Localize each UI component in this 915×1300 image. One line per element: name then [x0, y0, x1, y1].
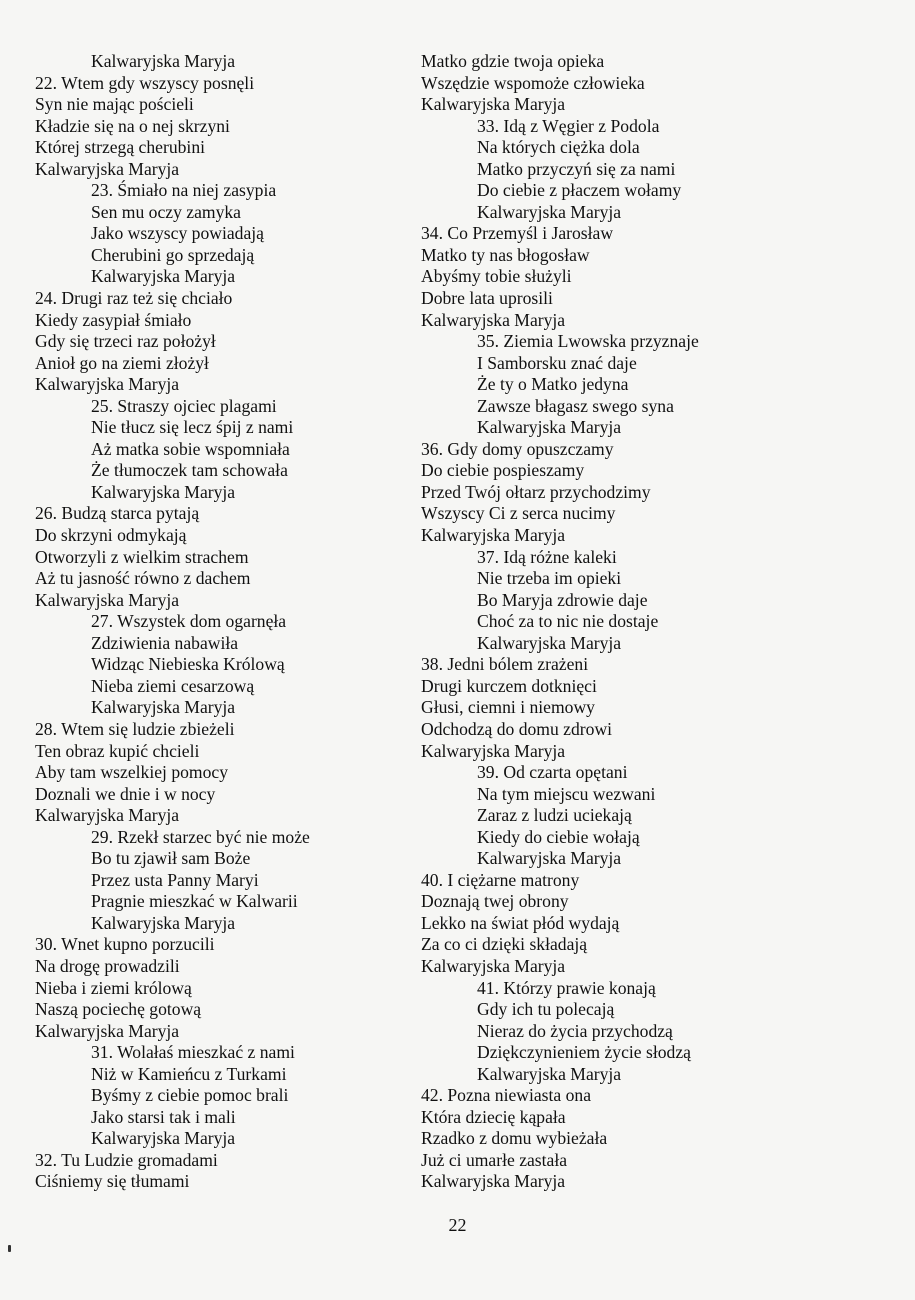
left-column-line: Przez usta Panny Maryi — [91, 869, 259, 890]
left-column-line: Kładzie się na o nej skrzyni — [35, 115, 230, 136]
right-column-line: Choć za to nic nie dostaje — [477, 611, 659, 632]
left-column-line: Ciśniemy się tłumami — [35, 1171, 190, 1192]
right-column-line: 38. Jedni bólem zrażeni — [421, 654, 589, 675]
right-column-line: Kalwaryjska Maryja — [421, 740, 566, 761]
left-column-line: 27. Wszystek dom ogarnęła — [91, 611, 287, 632]
right-column-line: Lekko na świat płód wydają — [421, 912, 620, 933]
left-column-line: Ten obraz kupić chcieli — [35, 740, 200, 761]
right-column-line: I Samborsku znać daje — [477, 352, 637, 373]
left-column-line: Nieba ziemi cesarzową — [91, 675, 255, 696]
right-column-line: Która dziecię kąpała — [421, 1106, 566, 1127]
left-column-line: 28. Wtem się ludzie zbieżeli — [35, 718, 235, 739]
left-column-line: 32. Tu Ludzie gromadami — [35, 1149, 218, 1170]
right-column-line: Już ci umarłe zastała — [421, 1149, 568, 1170]
right-column-line: Kalwaryjska Maryja — [477, 1063, 622, 1084]
right-column-line: Na tym miejscu wezwani — [477, 783, 656, 804]
left-column-line: Nieba i ziemi królową — [35, 977, 192, 998]
right-column-line: Kalwaryjska Maryja — [421, 955, 566, 976]
left-column-line: Sen mu oczy zamyka — [91, 201, 241, 222]
left-column-line: Anioł go na ziemi złożył — [35, 352, 209, 373]
right-column-line: 36. Gdy domy opuszczamy — [421, 438, 614, 459]
right-column-line: Za co ci dzięki składają — [421, 934, 588, 955]
left-column-line: Kalwaryjska Maryja — [35, 158, 180, 179]
left-column-line: Widząc Niebieska Królową — [91, 654, 285, 675]
left-column-line: Kalwaryjska Maryja — [91, 912, 236, 933]
left-column-line: Kalwaryjska Maryja — [35, 589, 180, 610]
left-column-line: Jako wszyscy powiadają — [91, 223, 264, 244]
left-column-line: 24. Drugi raz też się chciało — [35, 288, 233, 309]
left-column-line: Kalwaryjska Maryja — [91, 1128, 236, 1149]
right-column-line: Zaraz z ludzi uciekają — [477, 805, 632, 826]
left-column-line: Niż w Kamieńcu z Turkami — [91, 1063, 287, 1084]
right-column-line: Kalwaryjska Maryja — [421, 525, 566, 546]
right-column-line: 41. Którzy prawie konają — [477, 977, 656, 998]
right-column-line: 35. Ziemia Lwowska przyznaje — [477, 331, 699, 352]
right-column-line: Przed Twój ołtarz przychodzimy — [421, 481, 651, 502]
page-number: 22 — [448, 1215, 467, 1235]
left-column-line: Cherubini go sprzedają — [91, 244, 255, 265]
right-column-line: Kalwaryjska Maryja — [421, 1171, 566, 1192]
left-column-line: Naszą pociechę gotową — [35, 999, 202, 1020]
left-column-line: Na drogę prowadzili — [35, 955, 180, 976]
left-column-line: Aby tam wszelkiej pomocy — [35, 762, 228, 783]
right-column-line: Doznają twej obrony — [421, 891, 569, 912]
left-column-line: Kalwaryjska Maryja — [91, 481, 236, 502]
left-column-line: Kalwaryjska Maryja — [35, 374, 180, 395]
right-column-line: Zawsze błagasz swego syna — [477, 395, 674, 416]
right-column-line: Dobre lata uprosili — [421, 288, 553, 309]
right-column-line: 40. I ciężarne matrony — [421, 869, 580, 890]
scan-speck — [8, 1245, 11, 1252]
left-column-line: Syn nie mając pościeli — [35, 94, 194, 115]
left-column-line: Której strzegą cherubini — [35, 137, 206, 158]
right-column-line: Kalwaryjska Maryja — [421, 309, 566, 330]
left-column-line: 23. Śmiało na niej zasypia — [91, 180, 277, 201]
left-column-line: Aż matka sobie wspomniała — [91, 438, 290, 459]
right-column-line: Gdy ich tu polecają — [477, 999, 615, 1020]
left-text-column — [35, 51, 435, 1193]
right-column-line: Do ciebie z płaczem wołamy — [477, 180, 682, 201]
left-column-line: 25. Straszy ojciec plagami — [91, 395, 277, 416]
right-column-line: Nieraz do życia przychodzą — [477, 1020, 673, 1041]
right-column-line: Wszyscy Ci z serca nucimy — [421, 503, 616, 524]
right-column-line: Kalwaryjska Maryja — [421, 94, 566, 115]
right-column-line: Głusi, ciemni i niemowy — [421, 697, 595, 718]
right-column-line: Do ciebie pospieszamy — [421, 460, 585, 481]
left-column-line: 26. Budzą starca pytają — [35, 503, 200, 524]
right-column-line: Kiedy do ciebie wołają — [477, 826, 640, 847]
left-column-line: Bo tu zjawił sam Boże — [91, 848, 251, 869]
left-column-line: Kalwaryjska Maryja — [35, 805, 180, 826]
left-column-line: 31. Wolałaś mieszkać z nami — [91, 1042, 295, 1063]
left-column-line: Do skrzyni odmykają — [35, 525, 187, 546]
right-column-line: 33. Idą z Węgier z Podola — [477, 115, 660, 136]
left-column-line: Kalwaryjska Maryja — [91, 266, 236, 287]
right-text-column — [421, 51, 821, 1193]
right-column-line: Rzadko z domu wybieżała — [421, 1128, 608, 1149]
left-column-line: Jako starsi tak i mali — [91, 1106, 236, 1127]
right-column-line: Kalwaryjska Maryja — [477, 632, 622, 653]
left-column-line: Gdy się trzeci raz położył — [35, 331, 216, 352]
right-column-line: Matko gdzie twoja opieka — [421, 51, 605, 71]
right-column-line: Abyśmy tobie służyli — [421, 266, 572, 287]
right-column-line: Dziękczynieniem życie słodzą — [477, 1042, 691, 1063]
right-column-line: Matko ty nas błogosław — [421, 244, 590, 265]
right-column-line: Że ty o Matko jedyna — [477, 374, 629, 395]
right-column-line: Kalwaryjska Maryja — [477, 848, 622, 869]
right-column-line: Odchodzą do domu zdrowi — [421, 718, 613, 739]
right-column-line: Drugi kurczem dotknięci — [421, 675, 597, 696]
left-column-line: Byśmy z ciebie pomoc brali — [91, 1085, 289, 1106]
right-column-line: 42. Pozna niewiasta ona — [421, 1085, 592, 1106]
left-column-line: Doznali we dnie i w nocy — [35, 783, 216, 804]
left-column-line: Otworzyli z wielkim strachem — [35, 546, 249, 567]
right-column-line: Na których ciężka dola — [477, 137, 640, 158]
left-column-line: Kalwaryjska Maryja — [91, 51, 236, 71]
left-column-line: Pragnie mieszkać w Kalwarii — [91, 891, 298, 912]
left-column-line: Nie tłucz się lecz śpij z nami — [91, 417, 294, 438]
left-column-line: 30. Wnet kupno porzucili — [35, 934, 215, 955]
left-column-line: 29. Rzekł starzec być nie może — [91, 826, 310, 847]
right-column-line: 39. Od czarta opętani — [477, 762, 628, 783]
left-column-line: 22. Wtem gdy wszyscy posnęli — [35, 72, 255, 93]
right-column-line: Kalwaryjska Maryja — [477, 417, 622, 438]
left-column-line: Że tłumoczek tam schowała — [91, 460, 288, 481]
right-column-line: Nie trzeba im opieki — [477, 568, 622, 589]
right-column-line: 34. Co Przemyśl i Jarosław — [421, 223, 614, 244]
right-column-line: Matko przyczyń się za nami — [477, 158, 676, 179]
left-column-line: Aż tu jasność równo z dachem — [35, 568, 251, 589]
left-column-line: Kalwaryjska Maryja — [91, 697, 236, 718]
left-column-line: Kalwaryjska Maryja — [35, 1020, 180, 1041]
right-column-line: Wszędzie wspomoże człowieka — [421, 72, 645, 93]
left-column-line: Kiedy zasypiał śmiało — [35, 309, 192, 330]
right-column-line: Kalwaryjska Maryja — [477, 201, 622, 222]
right-column-line: 37. Idą różne kaleki — [477, 546, 617, 567]
right-column-line: Bo Maryja zdrowie daje — [477, 589, 648, 610]
left-column-line: Zdziwienia nabawiła — [91, 632, 239, 653]
